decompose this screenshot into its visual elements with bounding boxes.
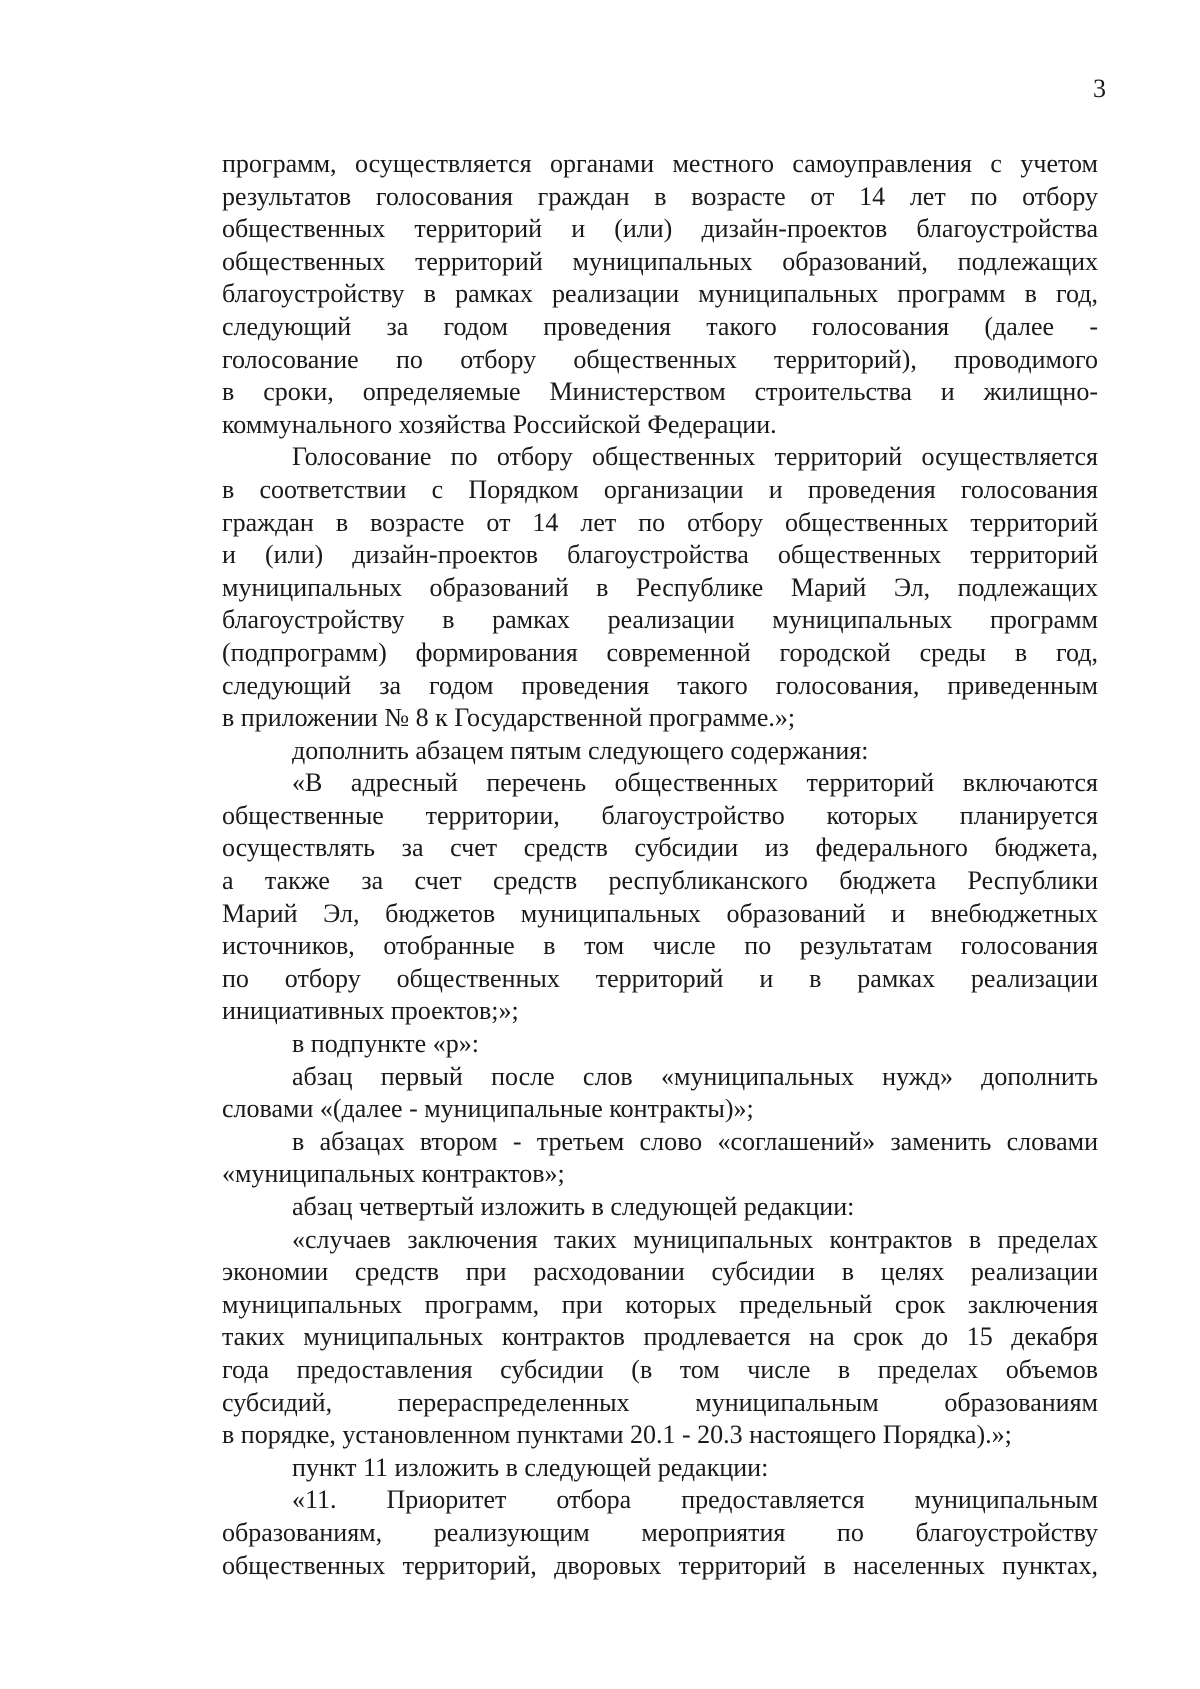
document-body [222, 148, 1098, 1582]
text-line: муниципальных программ, при которых предельный срок заключения [222, 1289, 1098, 1319]
text-line: коммунального хозяйства Российской Федерации. [222, 409, 777, 439]
text-line: Марий Эл, бюджетов муниципальных образований и внебюджетных [222, 898, 1098, 928]
page-number: 3 [1093, 74, 1106, 103]
text-line: в соответствии с Порядком организации и проведения голосования [222, 474, 1098, 504]
text-line: общественных территорий муниципальных образований, подлежащих [222, 246, 1098, 276]
text-line: общественные территории, благоустройство которых планируется [222, 800, 1098, 830]
text-line: граждан в возрасте от 14 лет по отбору общественных территорий [222, 507, 1098, 537]
text-line: в сроки, определяемые Министерством строительства и жилищно- [222, 377, 1098, 407]
text-line: осуществлять за счет средств субсидии из федерального бюджета, [222, 833, 1098, 863]
text-line: абзац первый после слов «муниципальных нужд» дополнить [292, 1061, 1098, 1091]
text-line: пункт 11 изложить в следующей редакции: [292, 1452, 769, 1482]
text-line: субсидий, перераспределенных муниципальным образованиям [222, 1387, 1098, 1417]
text-line: результатов голосования граждан в возрасте от 14 лет по отбору [222, 181, 1098, 211]
text-line: в подпункте «р»: [292, 1029, 479, 1059]
text-line: инициативных проектов;»; [222, 996, 519, 1026]
text-line: Голосование по отбору общественных территорий осуществляется [292, 442, 1098, 472]
text-line: дополнить абзацем пятым следующего содержания: [292, 735, 869, 765]
text-line: таких муниципальных контрактов продлевается на срок до 15 декабря [222, 1322, 1098, 1352]
text-line: по отбору общественных территорий и в рамках реализации [222, 963, 1098, 993]
text-line: образованиям, реализующим мероприятия по благоустройству [222, 1517, 1098, 1547]
text-line: общественных территорий и (или) дизайн-проектов благоустройства [222, 214, 1098, 244]
text-line: в абзацах втором - третьем слово «соглашений» заменить словами [292, 1126, 1098, 1156]
text-line: и (или) дизайн-проектов благоустройства общественных территорий [222, 540, 1098, 570]
text-line: года предоставления субсидии (в том числе в пределах объемов [222, 1354, 1098, 1384]
text-line: голосование по отбору общественных территорий), проводимого [222, 344, 1098, 374]
text-line: «В адресный перечень общественных территорий включаются [292, 768, 1098, 798]
text-line: благоустройству в рамках реализации муниципальных программ в год, [222, 279, 1098, 309]
text-line: муниципальных образований в Республике Марий Эл, подлежащих [222, 572, 1098, 602]
text-line: а также за счет средств республиканского бюджета Республики [222, 866, 1098, 896]
text-line: общественных территорий, дворовых территорий в населенных пунктах, [222, 1550, 1098, 1580]
text-line: в порядке, установленном пунктами 20.1 - 20.3 настоящего Порядка).»; [222, 1420, 1012, 1450]
text-line: следующий за годом проведения такого голосования, приведенным [222, 670, 1098, 700]
text-line: «муниципальных контрактов»; [222, 1159, 565, 1189]
text-line: «11. Приоритет отбора предоставляется муниципальным [292, 1485, 1098, 1515]
text-line: в приложении № 8 к Государственной программе.»; [222, 703, 796, 733]
text-line: «случаев заключения таких муниципальных контрактов в пределах [292, 1224, 1098, 1254]
text-line: абзац четвертый изложить в следующей редакции: [292, 1192, 855, 1221]
text-line: словами «(далее - муниципальные контракты)»; [222, 1094, 754, 1124]
text-line: следующий за годом проведения такого голосования (далее - [222, 311, 1098, 341]
text-line: экономии средств при расходовании субсидии в целях реализации [222, 1257, 1098, 1287]
text-line: программ, осуществляется органами местного самоуправления с учетом [222, 149, 1098, 178]
text-line: (подпрограмм) формирования современной городской среды в год, [222, 637, 1098, 667]
text-line: благоустройству в рамках реализации муниципальных программ [222, 605, 1098, 635]
text-line: источников, отобранные в том числе по результатам голосования [222, 931, 1098, 961]
